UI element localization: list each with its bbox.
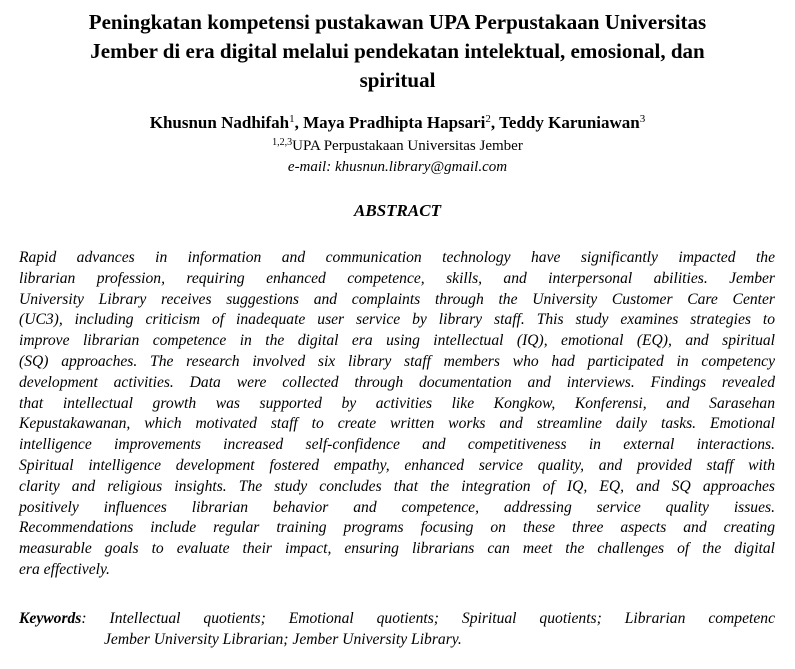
- abstract-line: positively influences librarian behavior and competence, addressing service quality issues.: [19, 498, 775, 516]
- author-affiliation-marker: 1: [289, 113, 295, 125]
- title-line: spiritual: [359, 68, 436, 92]
- abstract-line: improve librarian competence in the digital era using intellectual (IQ), emotional (EQ), and spiritual: [19, 332, 775, 350]
- author-name: Khusnun Nadhifah: [149, 113, 290, 132]
- author-affiliation-marker: 2: [485, 113, 491, 125]
- keywords-line: [19, 608, 775, 629]
- keywords-section: [19, 608, 775, 650]
- affiliation: [0, 136, 795, 156]
- abstract-line: intelligence improvements increased self-confidence and competitiveness in external interactions.: [19, 436, 775, 454]
- abstract-line: librarian profession, requiring enhanced competence, skills, and interpersonal abilities. Jember: [19, 269, 775, 287]
- title-line: Peningkatan kompetensi pustakawan UPA Perpustakaan Universitas: [88, 10, 707, 34]
- abstract-body: [19, 248, 775, 581]
- title-line: Jember di era digital melalui pendekatan intelektual, emosional, dan: [90, 39, 705, 63]
- author-list: [0, 112, 795, 134]
- abstract-line: clarity and religious insights. The study concludes that the integration of IQ, EQ, and SQ approaches: [19, 477, 775, 495]
- abstract-line: Rapid advances in information and communication technology have significantly impacted the: [19, 249, 775, 266]
- abstract-line: (UC3), including criticism of inadequate user service by library staff. This study examines strategies to: [19, 311, 775, 329]
- affiliation-marker: 1,2,3: [272, 137, 293, 148]
- author-name: Teddy Karuniawan: [499, 113, 640, 132]
- abstract-line: (SQ) approaches. The research involved six library staff members who had participated in competency: [19, 352, 775, 370]
- keywords-continuation: Jember University Librarian; Jember University Library.: [104, 631, 462, 648]
- abstract-line: development activities. Data were collected through documentation and interviews. Findings revealed: [19, 373, 775, 391]
- author-name: Maya Pradhipta Hapsari: [303, 113, 486, 132]
- abstract-heading: ABSTRACT: [354, 201, 441, 220]
- abstract-line: Spiritual intelligence development fostered empathy, enhanced service quality, and provided staff with: [19, 456, 775, 474]
- abstract-line: Kepustakawanan, which motivated staff to create written works and streamline daily tasks. Emotional: [19, 415, 775, 433]
- author-email: e-mail: khusnun.library@gmail.com: [287, 159, 508, 175]
- abstract-line: that intellectual growth was supported by activities like Kongkow, Konferensi, and Sarasehan: [19, 394, 775, 412]
- author-affiliation-marker: 3: [639, 113, 646, 125]
- abstract-line: University Library receives suggestions and complaints through the University Customer Care Center: [19, 290, 775, 308]
- abstract-line: Recommendations include regular training programs focusing on these three aspects and creating: [19, 519, 775, 537]
- keywords-list: : Intellectual quotients; Emotional quotients; Spiritual quotients; Librarian competenc: [81, 610, 775, 627]
- keywords-label: Keywords: [19, 610, 82, 627]
- abstract-line: measurable goals to evaluate their impact, ensuring librarians can meet the challenges of the digital: [19, 540, 775, 558]
- author-separator: ,: [490, 113, 500, 132]
- author-separator: ,: [294, 113, 304, 132]
- affiliation-text: UPA Perpustakaan Universitas Jember: [292, 138, 523, 154]
- abstract-line: era effectively.: [19, 560, 110, 578]
- paper-title: [20, 8, 775, 95]
